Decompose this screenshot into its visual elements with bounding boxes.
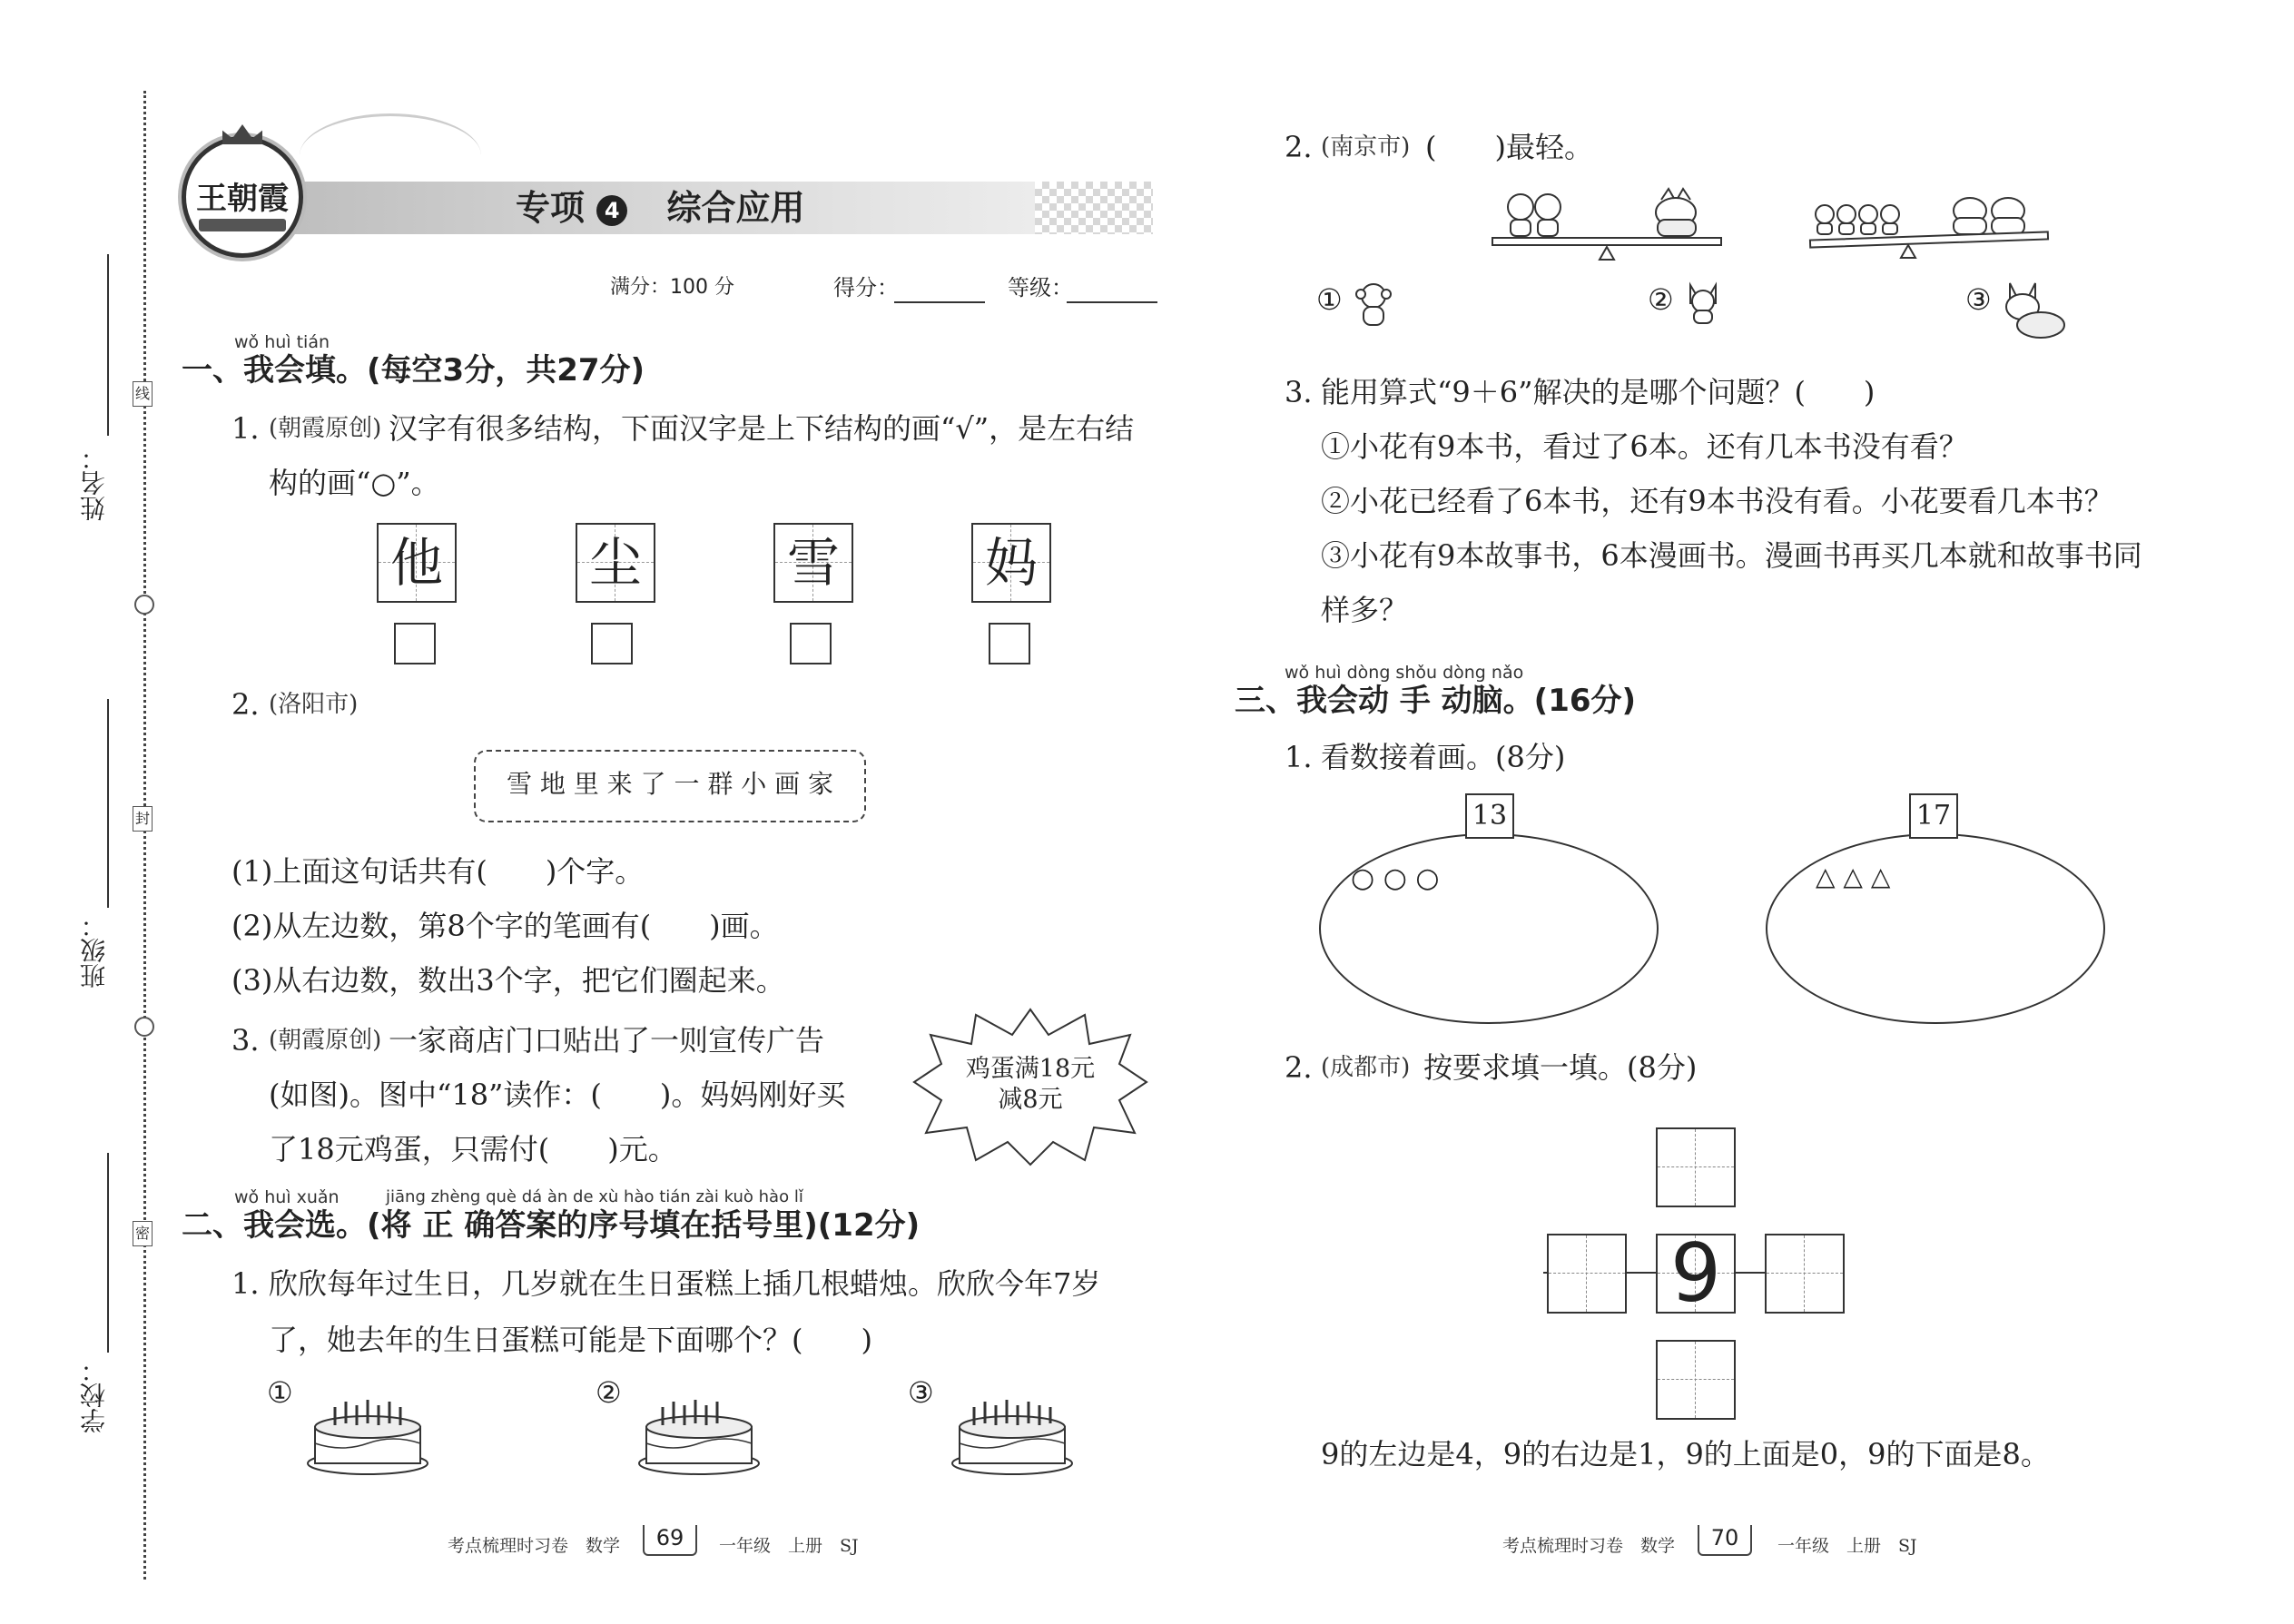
q2-3-text: 能用算式“9＋6”解决的是哪个问题？( ) bbox=[1321, 375, 1876, 409]
q3-source: (朝霞原创) bbox=[269, 1027, 382, 1054]
checker-decoration bbox=[1035, 182, 1153, 234]
grid-bottom[interactable] bbox=[1656, 1340, 1736, 1420]
q2-sub3: (3)从右边数，数出3个字，把它们圈起来。 bbox=[231, 963, 785, 998]
answer-checkbox[interactable] bbox=[790, 623, 832, 664]
monkey-icon[interactable] bbox=[1353, 280, 1394, 329]
q2-3-option2[interactable]: ②小花已经看了6本书，还有9本书没有看。小花要看几本书？ bbox=[1321, 484, 2113, 518]
q2-3-number: 3. bbox=[1285, 375, 1313, 409]
q3-1-text: 看数接着画。(8分) bbox=[1321, 740, 1566, 774]
center-digit: 9 bbox=[1670, 1226, 1721, 1320]
number-tag-2: 17 bbox=[1909, 793, 1958, 839]
name-label: 姓名： bbox=[79, 445, 109, 521]
ad-line1: 鸡蛋满18元 bbox=[965, 1055, 1096, 1083]
q2-sub1: (1)上面这句话共有( )个字。 bbox=[231, 854, 645, 889]
sec1-pinyin: wǒ huì tián bbox=[234, 332, 330, 352]
grade-blank[interactable] bbox=[1067, 301, 1157, 303]
char-box bbox=[377, 523, 457, 603]
q1-source: (朝霞原创) bbox=[269, 415, 382, 442]
char-box bbox=[971, 523, 1051, 603]
q1-text-line2: 构的画“○”。 bbox=[269, 466, 440, 500]
q3-text-line2: (如图)。图中“18”读作：( )。妈妈刚好买 bbox=[269, 1078, 846, 1112]
sec3-title: 三、我会动 手 动脑。(16分) bbox=[1235, 683, 1637, 719]
number-tag-1: 13 bbox=[1465, 793, 1514, 839]
hanzi: 尘 bbox=[588, 532, 642, 594]
hanzi: 妈 bbox=[984, 532, 1038, 594]
grid-right[interactable] bbox=[1765, 1234, 1845, 1314]
sec2-pinyin1: wǒ huì xuǎn bbox=[234, 1187, 340, 1207]
crown-icon bbox=[222, 124, 262, 144]
cake-icon[interactable] bbox=[949, 1380, 1076, 1480]
sec2-title: 二、我会选。(将 正 确答案的序号填在括号里)(12分) bbox=[182, 1207, 921, 1244]
footer-right-grade: 一年级 上册 SJ bbox=[1777, 1536, 1917, 1556]
cake-option-label: ③ bbox=[908, 1375, 934, 1410]
page-number-right: 70 bbox=[1710, 1525, 1739, 1550]
footer-left-grade: 一年级 上册 SJ bbox=[719, 1536, 859, 1556]
score-label: 得分： bbox=[833, 275, 899, 300]
title-number-badge: 4 bbox=[596, 195, 627, 226]
grid-center bbox=[1656, 1226, 1736, 1320]
grid-left[interactable] bbox=[1547, 1234, 1627, 1314]
ad-line2: 减8元 bbox=[998, 1086, 1063, 1114]
cake-icon[interactable] bbox=[304, 1380, 431, 1480]
q3-2-source: (成都市) bbox=[1321, 1054, 1411, 1081]
sec1-title: 一、我会填。(每空3分，共27分) bbox=[182, 352, 645, 389]
section-title bbox=[516, 187, 805, 229]
footer-right-title: 考点梳理时习卷 数学 bbox=[1502, 1536, 1676, 1556]
logo-ribbon bbox=[199, 219, 286, 231]
hanzi: 他 bbox=[389, 532, 443, 594]
q3-2-answer: 9的左边是4，9的右边是1，9的上面是0，9的下面是8。 bbox=[1321, 1437, 2050, 1471]
binding-dotted-line bbox=[143, 91, 146, 1580]
animal-option-label: ② bbox=[1648, 282, 1674, 317]
q2-source: (洛阳市) bbox=[269, 691, 359, 718]
q2-2-number: 2. bbox=[1285, 130, 1313, 164]
q1-text-line1: 汉字有很多结构，下面汉字是上下结构的画“√”，是左右结 bbox=[389, 411, 1135, 446]
answer-checkbox[interactable] bbox=[989, 623, 1030, 664]
sec2-pinyin2: jiāng zhèng què dá àn de xù hào tián zài kuò hào lǐ bbox=[386, 1187, 803, 1206]
seal-feng: 封 bbox=[133, 806, 153, 832]
ribbon-decoration bbox=[300, 113, 481, 198]
corgi-icon[interactable] bbox=[1997, 272, 2070, 345]
q2-1-line1: 欣欣每年过生日，几岁就在生日蛋糕上插几根蜡烛。欣欣今年7岁 bbox=[269, 1266, 1101, 1301]
seal-mi: 密 bbox=[133, 1221, 153, 1246]
class-line bbox=[107, 699, 109, 908]
q1-number: 1. bbox=[231, 411, 260, 446]
hanzi: 雪 bbox=[786, 532, 840, 594]
animal-option-label: ③ bbox=[1965, 282, 1992, 317]
cake-option-label: ① bbox=[267, 1375, 293, 1410]
cat-icon[interactable] bbox=[1685, 280, 1721, 325]
q2-3-option1[interactable]: ①小花有9本书，看过了6本。还有几本书没有看？ bbox=[1321, 429, 1968, 464]
q2-1-number: 1. bbox=[231, 1266, 260, 1301]
seal-xian: 线 bbox=[133, 381, 153, 407]
q2-2-text: ( )最轻。 bbox=[1425, 130, 1593, 164]
q3-text-line3: 了18元鸡蛋，只需付( )元。 bbox=[269, 1132, 677, 1166]
balance-scale-1 bbox=[1489, 182, 1725, 263]
q2-sub2: (2)从左边数，第8个字的笔画有( )画。 bbox=[231, 909, 779, 943]
footer-left-title: 考点梳理时习卷 数学 bbox=[448, 1536, 621, 1556]
q2-3-option3-line1[interactable]: ③小花有9本故事书，6本漫画书。漫画书再买几本就和故事书同 bbox=[1321, 538, 2142, 573]
name-line bbox=[107, 254, 109, 436]
full-score: 满分：100 分 bbox=[610, 276, 734, 299]
q3-number: 3. bbox=[231, 1023, 260, 1058]
grid-top[interactable] bbox=[1656, 1127, 1736, 1207]
logo-badge bbox=[182, 136, 303, 258]
circles-pattern: ○ ○ ○ bbox=[1351, 862, 1440, 894]
cake-icon[interactable] bbox=[635, 1380, 763, 1480]
q3-2-number: 2. bbox=[1285, 1050, 1313, 1085]
balance-scale-2 bbox=[1807, 182, 2052, 263]
triangles-pattern: △ △ △ bbox=[1816, 861, 1891, 891]
q3-text-line1: 一家商店门口贴出了一则宣传广告 bbox=[389, 1023, 825, 1058]
logo-text: 王朝霞 bbox=[196, 181, 289, 217]
q3-1-number: 1. bbox=[1285, 740, 1313, 774]
class-label: 班级： bbox=[79, 912, 109, 989]
q2-1-line2: 了，她去年的生日蛋糕可能是下面哪个？( ) bbox=[269, 1323, 872, 1357]
answer-checkbox[interactable] bbox=[591, 623, 633, 664]
title-prefix: 专项 bbox=[516, 188, 586, 228]
school-line bbox=[107, 1153, 109, 1353]
binding-ring-icon bbox=[134, 1017, 154, 1037]
q2-2-source: (南京市) bbox=[1321, 133, 1411, 161]
title-main: 综合应用 bbox=[666, 188, 805, 228]
char-box bbox=[576, 523, 655, 603]
binding-ring-icon bbox=[134, 595, 154, 615]
answer-checkbox[interactable] bbox=[394, 623, 436, 664]
school-label: 学校： bbox=[79, 1357, 109, 1433]
page-number-left: 69 bbox=[655, 1525, 684, 1550]
sec3-pinyin: wǒ huì dòng shǒu dòng nǎo bbox=[1285, 663, 1524, 683]
grade-label: 等级： bbox=[1008, 275, 1073, 300]
q2-number: 2. bbox=[231, 687, 260, 722]
char-box bbox=[773, 523, 853, 603]
cake-option-label: ② bbox=[596, 1375, 622, 1410]
animal-option-label: ① bbox=[1316, 282, 1343, 317]
sentence-text: 雪 地 里 来 了 一 群 小 画 家 bbox=[506, 769, 834, 799]
score-blank[interactable] bbox=[894, 301, 985, 303]
q2-3-option3-line2: 样多？ bbox=[1321, 593, 1409, 627]
q3-2-text: 按要求填一填。(8分) bbox=[1423, 1050, 1698, 1085]
